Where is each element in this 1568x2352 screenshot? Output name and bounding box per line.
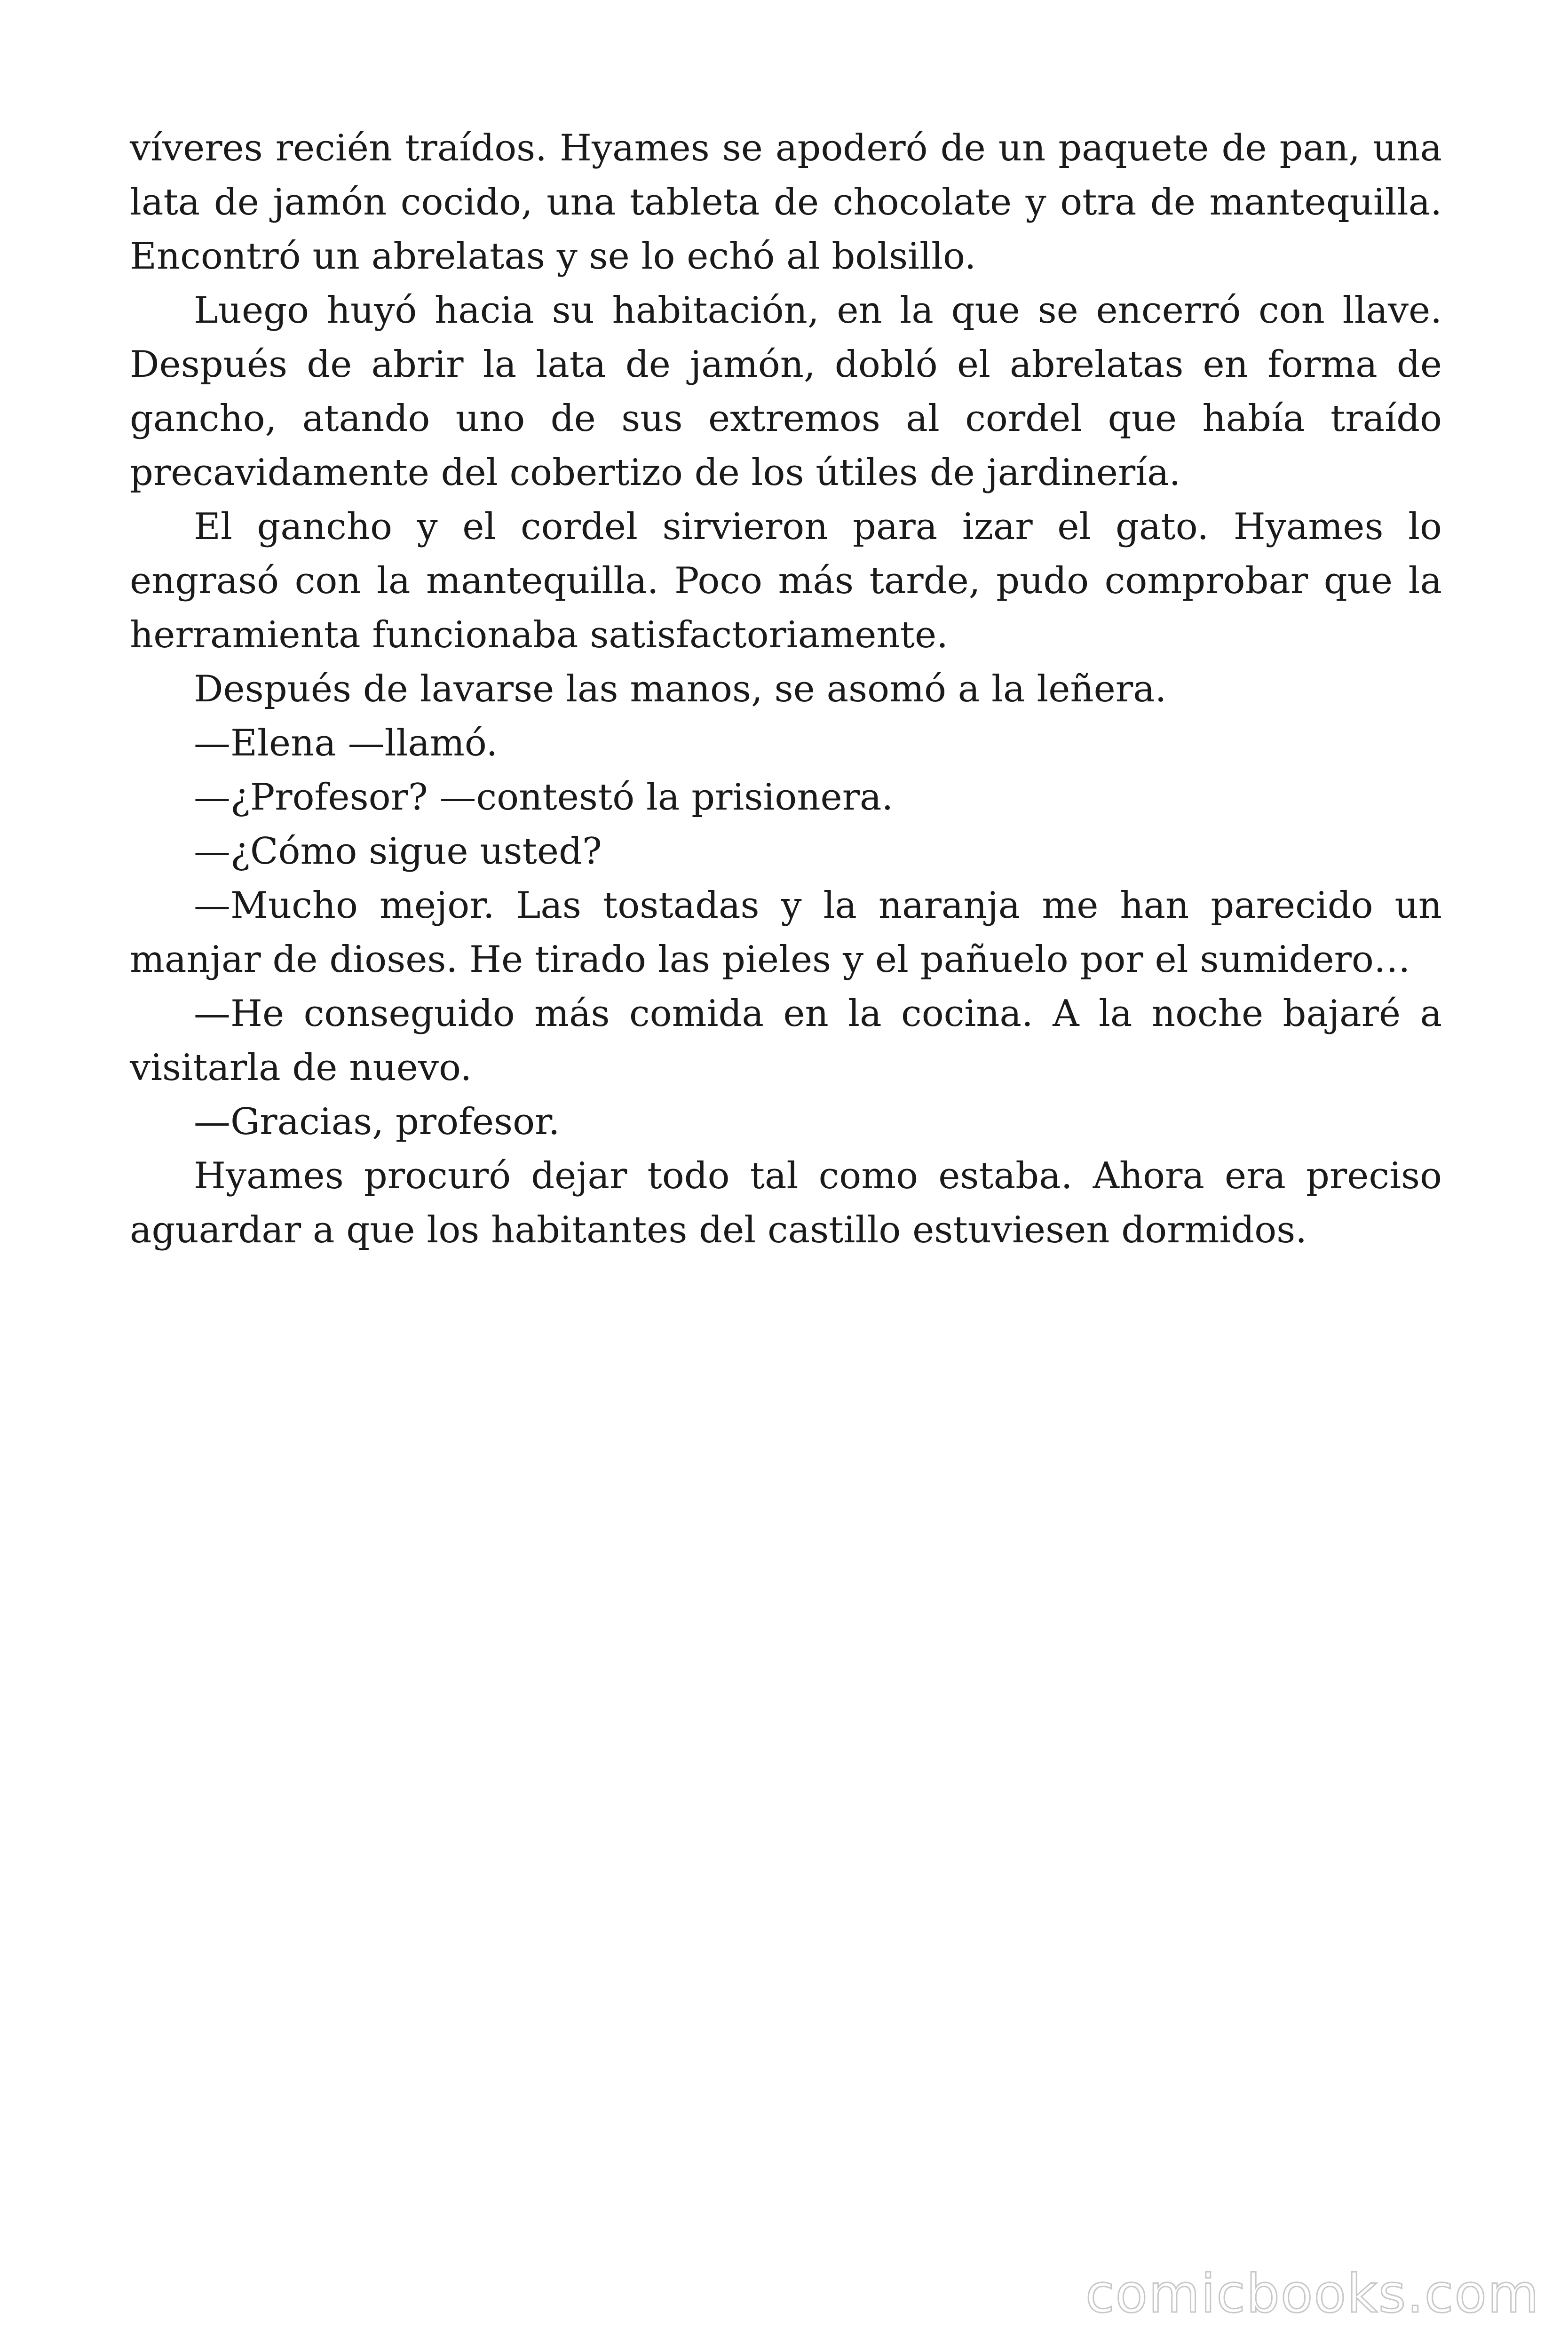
- paragraph-4: Después de lavarse las manos, se asomó a la leñera.: [194, 668, 1167, 710]
- dialogue-line-2: —¿Profesor? —contestó la prisionera.: [194, 776, 894, 818]
- dialogue-line-4: —Mucho mejor. Las tostadas y la naranja me han parecido un manjar de dioses. He tirado las pieles y el pañuelo por el sumidero…: [130, 884, 1442, 981]
- paragraph-1: víveres recién traídos. Hyames se apoderó de un paquete de pan, una lata de jamón cocido, una tableta de chocolate y otra de mantequilla. Encontró un abrelatas y se lo echó al bolsillo.: [130, 127, 1442, 278]
- paragraph-final: Hyames procuró dejar todo tal como estaba. Ahora era preciso aguardar a que los habitantes del castillo estuviesen dormidos.: [130, 1155, 1442, 1251]
- dialogue-line-6: —Gracias, profesor.: [194, 1101, 560, 1143]
- dialogue-line-5: —He conseguido más comida en la cocina. A la noche bajaré a visitarla de nuevo.: [130, 993, 1442, 1089]
- watermark-logo: comicbooks.com: [1085, 2264, 1540, 2325]
- paragraph-2: Luego huyó hacia su habitación, en la que se encerró con llave. Después de abrir la lata de jamón, dobló el abrelatas en forma de gancho, atando uno de sus extremos al cordel que había traído precavidamente del cobertizo de los útiles de jardinería.: [130, 289, 1442, 494]
- dialogue-line-3: —¿Cómo sigue usted?: [194, 830, 602, 873]
- dialogue-line-1: —Elena —llamó.: [194, 722, 498, 764]
- body-text: [130, 121, 1442, 1257]
- paragraph-3: El gancho y el cordel sirvieron para izar el gato. Hyames lo engrasó con la mantequilla. Poco más tarde, pudo comprobar que la herramienta funcionaba satisfactoriamente.: [130, 506, 1442, 656]
